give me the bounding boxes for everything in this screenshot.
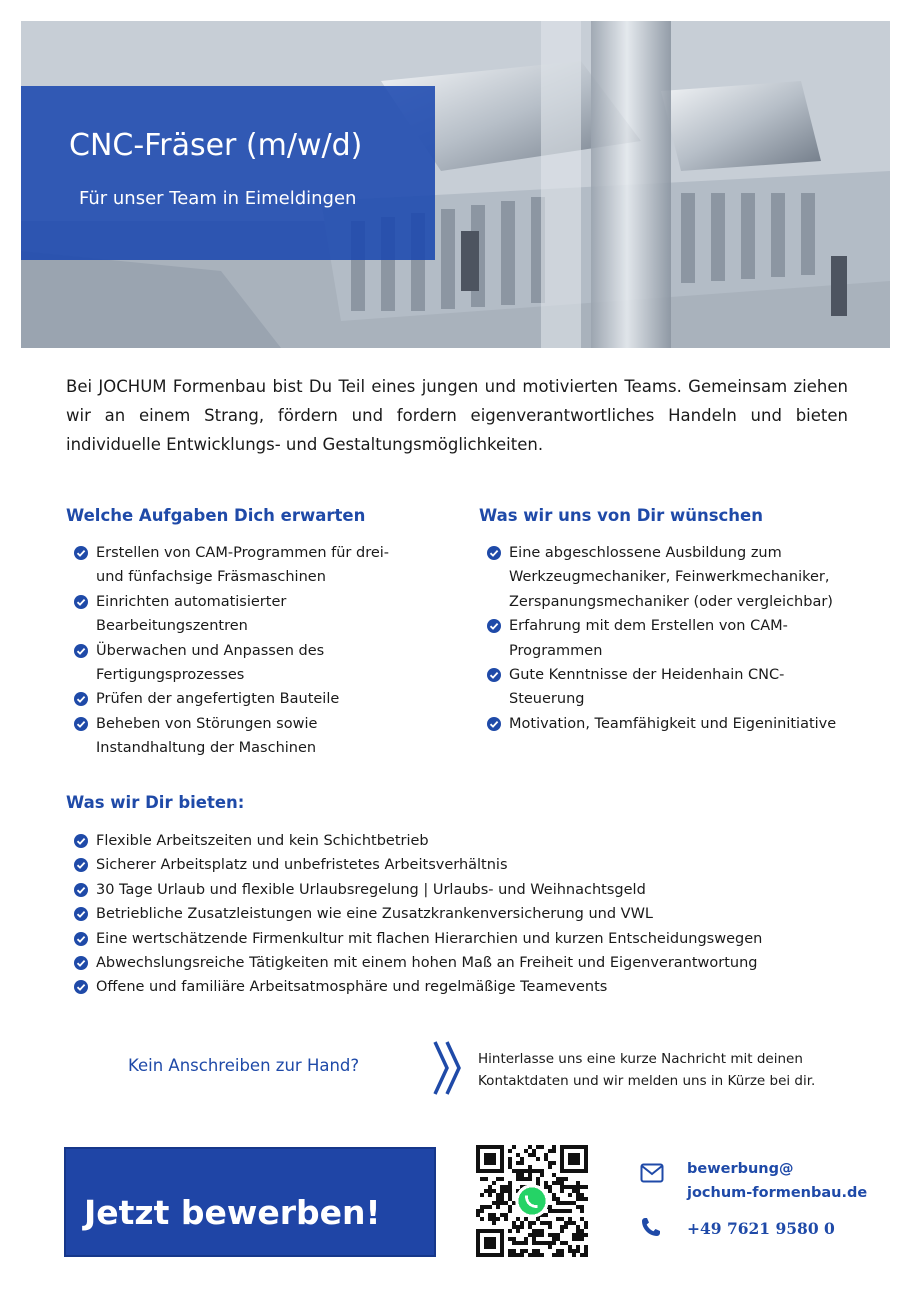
check-circle-icon (74, 956, 88, 970)
list-item (66, 975, 866, 999)
cta-note: Hinterlasse uns eine kurze Nachricht mit deinen Kontaktdaten und wir melden uns in Kürze bei dir. (478, 1051, 816, 1089)
check-circle-icon (487, 717, 501, 731)
benefits-heading: Was wir Dir bieten: (66, 793, 245, 812)
list-item (66, 639, 416, 688)
check-circle-icon (74, 717, 88, 731)
list-item (66, 927, 866, 951)
whatsapp-icon (515, 1184, 549, 1218)
list-item-label: Eine wertschätzende Firmenkultur mit flachen Hierarchien und kurzen Entscheidungswegen (96, 930, 763, 947)
list-item (66, 902, 866, 926)
check-circle-icon (74, 595, 88, 609)
list-item-label: Prüfen der angefertigten Bauteile (96, 691, 340, 708)
list-item (66, 878, 866, 902)
qr-code[interactable] (476, 1145, 588, 1257)
list-item-label: Motivation, Teamfähigkeit und Eigeninitiative (509, 715, 837, 732)
list-item-label: Gute Kenntnisse der Heidenhain CNC-Steuerung (509, 667, 785, 708)
list-item-label: Offene und familiäre Arbeitsatmosphäre und regelmäßige Teamevents (96, 979, 608, 996)
list-item (66, 590, 416, 639)
list-item-label: Abwechslungsreiche Tätigkeiten mit einem hohen Maß an Freiheit und Eigenverantwortung (96, 955, 758, 972)
tasks-heading: Welche Aufgaben Dich erwarten (66, 506, 366, 525)
job-title: CNC-Fräser (m/w/d) (69, 128, 363, 163)
check-circle-icon (74, 692, 88, 706)
phone-number[interactable]: +49 7621 9580 0 (687, 1219, 835, 1238)
list-item-label: Erstellen von CAM-Programmen für drei- und fünfachsige Fräsmaschinen (96, 545, 390, 586)
check-circle-icon (74, 858, 88, 872)
list-item-label: 30 Tage Urlaub und flexible Urlaubsregelung | Urlaubs- und Weihnachtsgeld (96, 881, 646, 898)
email-line-1[interactable]: bewerbung@ (687, 1161, 794, 1177)
list-item (66, 853, 866, 877)
check-circle-icon (487, 546, 501, 560)
list-item (66, 687, 416, 711)
list-item (66, 712, 416, 761)
list-item (479, 663, 859, 712)
check-circle-icon (74, 980, 88, 994)
job-title-box (21, 86, 435, 260)
double-chevron-right-icon (433, 1040, 465, 1096)
requirements-heading: Was wir uns von Dir wünschen (479, 506, 763, 525)
check-circle-icon (74, 546, 88, 560)
envelope-icon (640, 1163, 664, 1183)
email-line-2[interactable]: jochum-formenbau.de (687, 1185, 868, 1201)
list-item (479, 541, 859, 614)
tasks-list (66, 541, 416, 761)
list-item-label: Sicherer Arbeitsplatz und unbefristetes Arbeitsverhältnis (96, 857, 508, 874)
check-circle-icon (74, 932, 88, 946)
list-item-label: Erfahrung mit dem Erstellen von CAM-Programmen (509, 618, 788, 659)
requirements-list (479, 541, 859, 736)
benefits-list (66, 829, 866, 1000)
list-item-label: Eine abgeschlossene Ausbildung zum Werkzeugmechaniker, Feinwerkmechaniker, Zerspanungsmechaniker (oder vergleichbar) (509, 545, 833, 610)
phone-icon (641, 1217, 661, 1237)
check-circle-icon (487, 668, 501, 682)
list-item-label: Einrichten automatisierter Bearbeitungszentren (96, 593, 287, 635)
intro-paragraph: Bei JOCHUM Formenbau bist Du Teil eines jungen und motivierten Teams. Gemeinsam ziehen wir an einem Strang, fördern und fordern eigenverantwortliches Handeln und bieten individuelle Entwicklungs- und Gestaltungsmöglichkeiten. (66, 377, 848, 454)
list-item (66, 829, 866, 853)
check-circle-icon (487, 619, 501, 633)
list-item-label: Betriebliche Zusatzleistungen wie eine Zusatzkrankenversicherung und VWL (96, 906, 653, 923)
check-circle-icon (74, 883, 88, 897)
check-circle-icon (74, 834, 88, 848)
list-item-label: Flexible Arbeitszeiten und kein Schichtbetrieb (96, 833, 429, 849)
list-item (66, 541, 416, 590)
check-circle-icon (74, 907, 88, 921)
cta-question: Kein Anschreiben zur Hand? (128, 1056, 360, 1075)
apply-now-button[interactable] (64, 1147, 436, 1257)
list-item (479, 712, 859, 736)
apply-now-label: Jetzt bewerben! (84, 1193, 381, 1232)
list-item-label: Überwachen und Anpassen des Fertigungsprozesses (96, 642, 325, 684)
list-item-label: Beheben von Störungen sowie Instandhaltung der Maschinen (96, 715, 318, 757)
job-subtitle: Für unser Team in Eimeldingen (79, 188, 357, 209)
list-item (479, 614, 859, 663)
list-item (66, 951, 866, 975)
check-circle-icon (74, 644, 88, 658)
